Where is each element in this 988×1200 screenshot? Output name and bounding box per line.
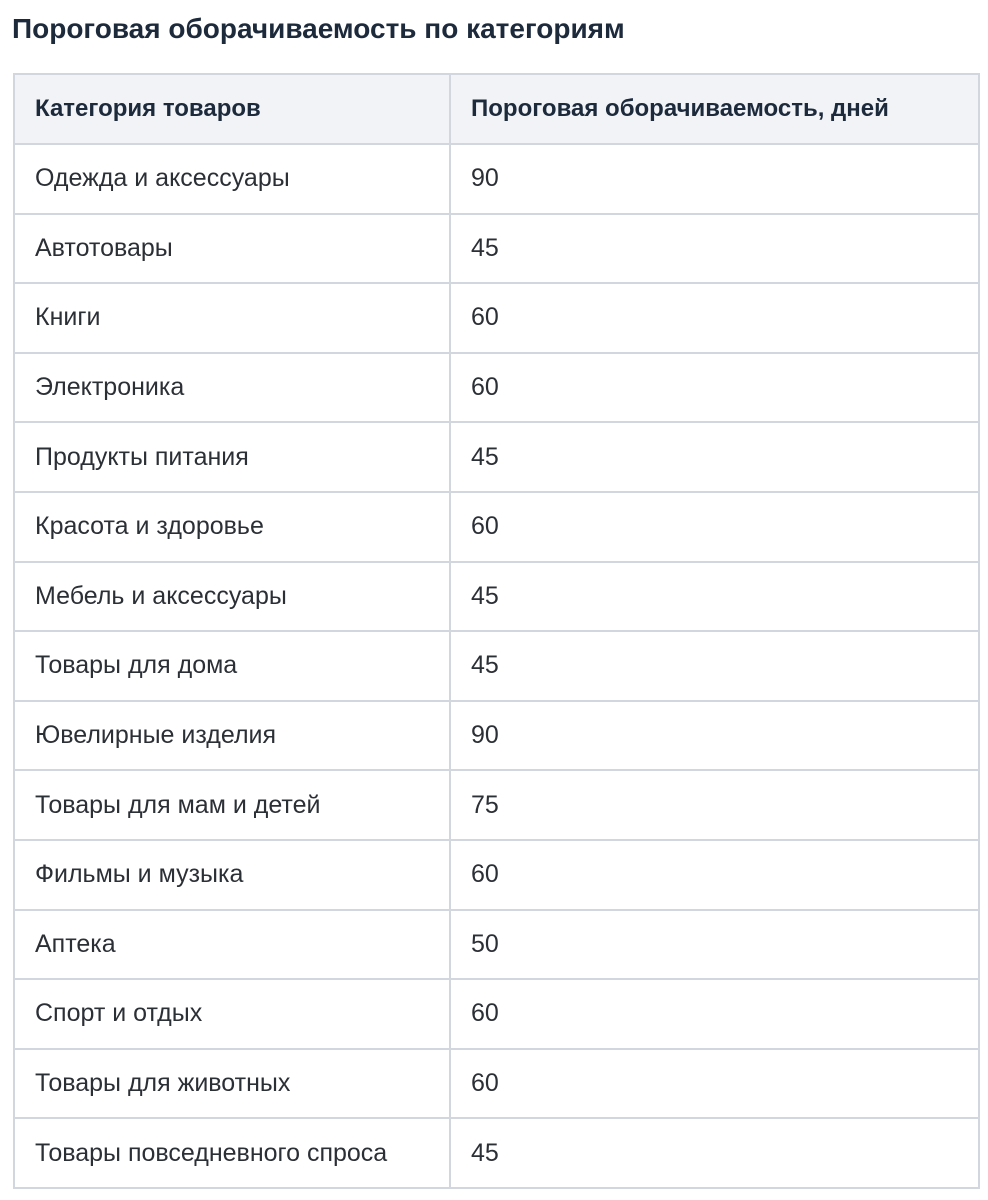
table-body <box>14 144 979 1188</box>
column-header-days: Пороговая оборачиваемость, дней <box>450 74 979 144</box>
days-cell: 45 <box>450 562 979 632</box>
days-cell: 45 <box>450 422 979 492</box>
days-cell: 45 <box>450 1118 979 1188</box>
days-cell: 60 <box>450 283 979 353</box>
table-row <box>14 422 979 492</box>
days-cell: 60 <box>450 353 979 423</box>
category-cell: Ювелирные изделия <box>14 701 450 771</box>
table-row <box>14 492 979 562</box>
days-cell: 45 <box>450 631 979 701</box>
days-cell: 60 <box>450 979 979 1049</box>
column-header-category: Категория товаров <box>14 74 450 144</box>
category-cell: Мебель и аксессуары <box>14 562 450 632</box>
header-row <box>14 74 979 144</box>
page-title: Пороговая оборачиваемость по категориям <box>12 13 625 44</box>
category-cell: Товары повседневного спроса <box>14 1118 450 1188</box>
days-cell: 75 <box>450 770 979 840</box>
table-row <box>14 353 979 423</box>
category-cell: Книги <box>14 283 450 353</box>
days-cell: 90 <box>450 701 979 771</box>
category-cell: Фильмы и музыка <box>14 840 450 910</box>
table-row <box>14 562 979 632</box>
turnover-table <box>13 73 980 1189</box>
category-cell: Товары для животных <box>14 1049 450 1119</box>
table-row <box>14 979 979 1049</box>
category-cell: Спорт и отдых <box>14 979 450 1049</box>
turnover-table-container <box>13 73 978 1189</box>
table-row <box>14 1049 979 1119</box>
table-row <box>14 1118 979 1188</box>
category-cell: Товары для мам и детей <box>14 770 450 840</box>
table-row <box>14 144 979 214</box>
category-cell: Электроника <box>14 353 450 423</box>
days-cell: 60 <box>450 840 979 910</box>
category-cell: Одежда и аксессуары <box>14 144 450 214</box>
table-row <box>14 631 979 701</box>
days-cell: 50 <box>450 910 979 980</box>
days-cell: 90 <box>450 144 979 214</box>
table-row <box>14 283 979 353</box>
category-cell: Красота и здоровье <box>14 492 450 562</box>
category-cell: Товары для дома <box>14 631 450 701</box>
days-cell: 60 <box>450 1049 979 1119</box>
table-row <box>14 701 979 771</box>
category-cell: Продукты питания <box>14 422 450 492</box>
table-row <box>14 214 979 284</box>
days-cell: 45 <box>450 214 979 284</box>
table-row <box>14 910 979 980</box>
category-cell: Аптека <box>14 910 450 980</box>
table-row <box>14 840 979 910</box>
table-row <box>14 770 979 840</box>
days-cell: 60 <box>450 492 979 562</box>
table-header <box>14 74 979 144</box>
category-cell: Автотовары <box>14 214 450 284</box>
